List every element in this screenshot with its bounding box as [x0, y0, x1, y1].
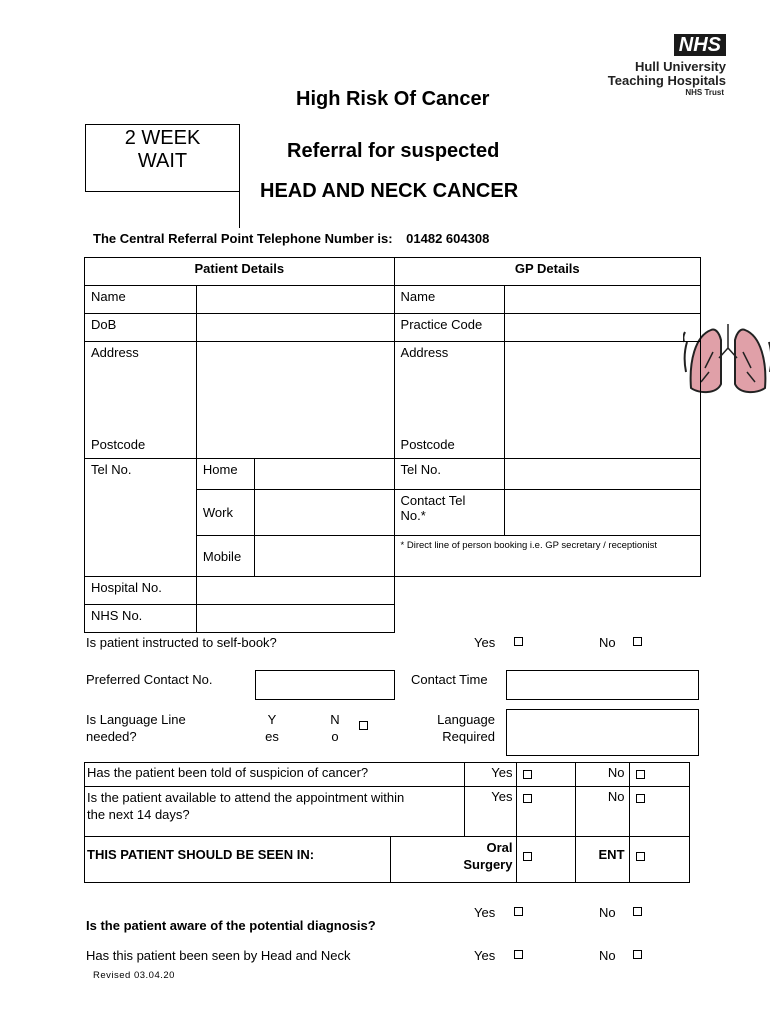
gp-address-field[interactable]: [505, 342, 701, 459]
logo-line-3: NHS Trust: [685, 88, 724, 97]
patient-dob-label: DoB: [85, 314, 197, 342]
nhs-no-field[interactable]: [196, 605, 394, 633]
available-no-label: No: [576, 787, 629, 837]
patient-details-header: Patient Details: [85, 258, 395, 286]
patient-address-label: Address Postcode: [85, 342, 197, 459]
told-no-label: No: [576, 763, 629, 787]
seen-by-no-checkbox[interactable]: [633, 950, 642, 959]
questions-table: [84, 762, 690, 883]
subtitle-cancer: HEAD AND NECK CANCER: [260, 180, 519, 202]
patient-name-label: Name: [85, 286, 197, 314]
oral-surgery-checkbox[interactable]: [523, 852, 532, 861]
gp-practice-code-field[interactable]: [505, 314, 701, 342]
available-question: Is the patient available to attend the appointment within the next 14 days?: [85, 787, 465, 837]
told-yes-label: Yes: [464, 763, 517, 787]
contact-time-field[interactable]: [506, 670, 699, 700]
ent-checkbox[interactable]: [636, 852, 645, 861]
nhs-logo: [580, 34, 730, 97]
self-book-no-checkbox[interactable]: [633, 637, 642, 646]
tel-work-label: Work: [196, 490, 254, 536]
subtitle-referral: Referral for suspected: [287, 140, 500, 162]
aware-yes-label: Yes: [474, 905, 496, 920]
aware-no-label: No: [599, 905, 616, 920]
available-yes-label: Yes: [464, 787, 517, 837]
self-book-question: Is patient instructed to self-book?: [86, 635, 277, 650]
language-yes-label: Y es: [265, 712, 279, 744]
language-line-checkbox[interactable]: [359, 721, 368, 730]
phone-line: [93, 231, 489, 246]
phone-number: 01482 604308: [406, 231, 490, 246]
two-week-wait-box: [85, 124, 240, 192]
language-line-question: Is Language Line needed?: [86, 712, 186, 744]
gp-name-label: Name: [394, 286, 505, 314]
gp-contact-tel-label: Contact Tel No.*: [394, 490, 505, 536]
nhs-no-label: NHS No.: [85, 605, 197, 633]
gp-details-header: GP Details: [394, 258, 700, 286]
seen-by-question: Has this patient been seen by Head and Neck: [86, 948, 351, 963]
patient-address-field[interactable]: [196, 342, 394, 459]
revised-date: Revised 03.04.20: [93, 970, 175, 981]
language-no-label: N o: [330, 712, 340, 744]
told-no-checkbox[interactable]: [636, 770, 645, 779]
ent-label: ENT: [576, 837, 629, 883]
hospital-no-field[interactable]: [196, 577, 394, 605]
patient-tel-label: Tel No.: [85, 459, 197, 577]
tel-mobile-field[interactable]: [254, 536, 394, 577]
week-line-2: WAIT: [137, 150, 188, 172]
self-book-no-label: No: [599, 635, 616, 650]
aware-no-checkbox[interactable]: [633, 907, 642, 916]
seen-by-no-label: No: [599, 948, 616, 963]
preferred-contact-label: Preferred Contact No.: [86, 672, 213, 687]
patient-dob-field[interactable]: [196, 314, 394, 342]
gp-practice-code-label: Practice Code: [394, 314, 505, 342]
self-book-yes-checkbox[interactable]: [514, 637, 523, 646]
hospital-no-label: Hospital No.: [85, 577, 197, 605]
aware-question: Is the patient aware of the potential diagnosis?: [86, 918, 376, 933]
told-question: Has the patient been told of suspicion of cancer?: [85, 763, 465, 787]
tel-work-field[interactable]: [254, 490, 394, 536]
gp-postcode-label: Postcode: [400, 437, 455, 452]
aware-yes-checkbox[interactable]: [514, 907, 523, 916]
preferred-contact-field[interactable]: [255, 670, 395, 700]
tel-home-field[interactable]: [254, 459, 394, 490]
logo-line-1: Hull University: [634, 59, 726, 74]
gp-name-field[interactable]: [505, 286, 701, 314]
phone-label: The Central Referral Point Telephone Number is:: [93, 231, 393, 246]
gp-contact-tel-field[interactable]: [505, 490, 701, 536]
seen-by-yes-checkbox[interactable]: [514, 950, 523, 959]
nhs-badge: NHS: [674, 34, 726, 56]
gp-tel-label: Tel No.: [394, 459, 505, 490]
gp-contact-note: * Direct line of person booking i.e. GP secretary / receptionist: [394, 536, 700, 577]
gp-tel-field[interactable]: [505, 459, 701, 490]
told-yes-checkbox[interactable]: [523, 770, 532, 779]
page-title: High Risk Of Cancer: [296, 88, 490, 110]
language-required-label: Language Required: [437, 712, 495, 744]
tel-mobile-label: Mobile: [196, 536, 254, 577]
tel-home-label: Home: [196, 459, 254, 490]
oral-surgery-label: Oral Surgery: [391, 837, 517, 883]
language-required-field[interactable]: [506, 709, 699, 756]
available-yes-checkbox[interactable]: [523, 794, 532, 803]
divider-line: [239, 192, 240, 228]
week-line-1: 2 WEEK: [124, 127, 201, 149]
logo-line-2: Teaching Hospitals: [607, 73, 726, 88]
available-no-checkbox[interactable]: [636, 794, 645, 803]
contact-time-label: Contact Time: [411, 672, 488, 687]
patient-name-field[interactable]: [196, 286, 394, 314]
details-table: [84, 257, 701, 633]
gp-address-label: Address Postcode: [394, 342, 505, 459]
seen-in-label: THIS PATIENT SHOULD BE SEEN IN:: [85, 837, 391, 883]
self-book-yes-label: Yes: [474, 635, 496, 650]
patient-postcode-label: Postcode: [91, 437, 146, 452]
seen-by-yes-label: Yes: [474, 948, 496, 963]
